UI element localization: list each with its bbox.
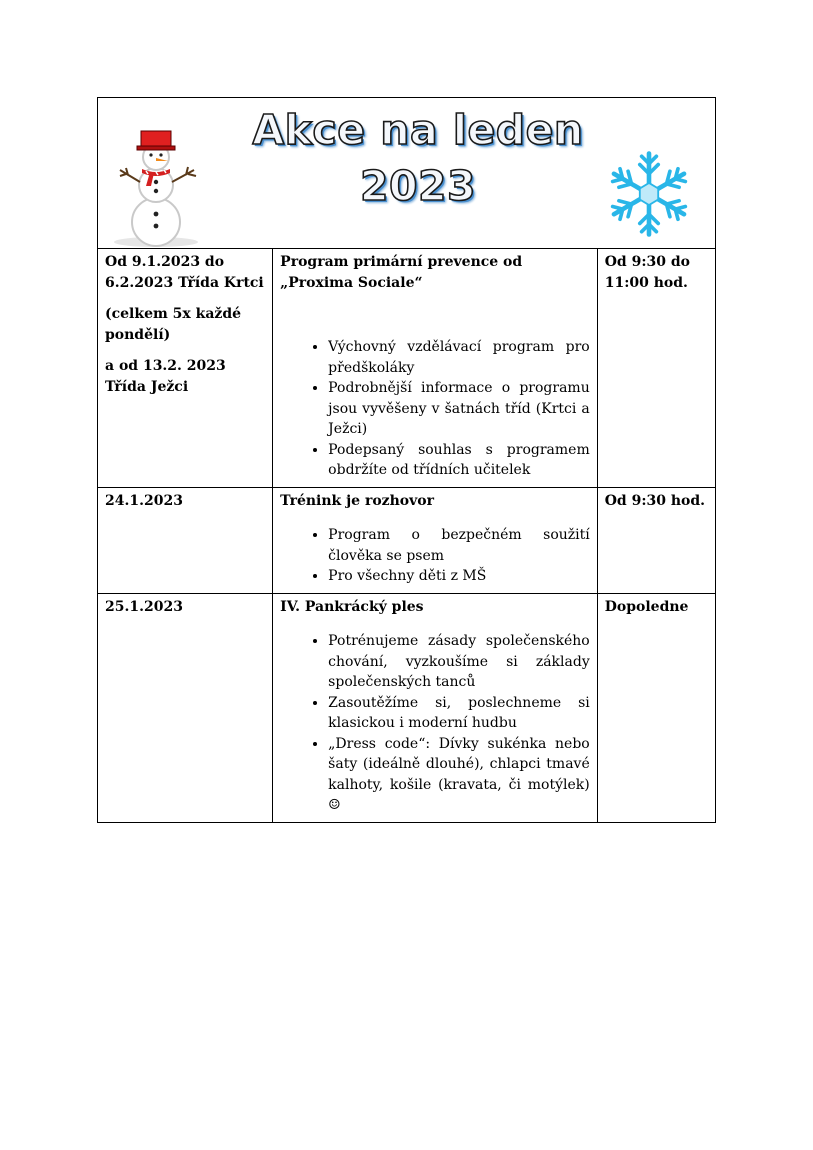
date-line: 25.1.2023 (105, 598, 183, 615)
date-line: (celkem 5x každé pondělí) (105, 306, 242, 343)
event-time: Od 9:30 do 11:00 hod. (597, 249, 715, 488)
date-line: Od 9.1.2023 do 6.2.2023 Třída Krtci (105, 254, 264, 291)
event-time: Od 9:30 hod. (597, 487, 715, 593)
event-row (98, 487, 716, 593)
event-date-cell (98, 593, 273, 822)
list-item: • Potrénujeme zásady společenského chování, vyzkoušíme si základy společenských tanců (328, 631, 590, 693)
list-item: • Pro všechny děti z MŠ (328, 566, 590, 587)
event-items (280, 631, 590, 816)
snowflake-icon (603, 146, 695, 242)
list-item: • Zasoutěžíme si, poslechneme si klasickou i moderní hudbu (328, 693, 590, 734)
event-row (98, 593, 716, 822)
date-line: a od 13.2. 2023 Třída Ježci (105, 358, 226, 395)
event-title: Trénink je rozhovor (280, 492, 434, 509)
event-title: IV. Pankrácký ples (280, 598, 424, 615)
event-date-cell (98, 487, 273, 593)
event-detail-cell (273, 593, 598, 822)
event-row (98, 249, 716, 488)
event-time: Dopoledne (597, 593, 715, 822)
event-items (280, 525, 590, 587)
event-detail-cell (273, 487, 598, 593)
header-row (98, 98, 716, 249)
document (97, 97, 716, 823)
snowman-icon (106, 130, 210, 248)
list-item: • Podepsaný souhlas s programem obdržíte od třídních učitelek (328, 440, 590, 481)
events-table (97, 97, 716, 823)
list-item: • Program o bezpečném soužití člověka se psem (328, 525, 590, 566)
event-items (280, 337, 590, 481)
list-item: • „Dress code“: Dívky sukénka nebo šaty (ideálně dlouhé), chlapci tmavé kalhoty, košile (kravata, či motýlek) ☺ (328, 734, 590, 816)
date-line: 24.1.2023 (105, 492, 183, 509)
list-item: • Výchovný vzdělávací program pro předškoláky (328, 337, 590, 378)
event-detail-cell (273, 249, 598, 488)
event-title: Program primární prevence od „Proxima Sociale“ (280, 254, 523, 291)
list-item: • Podrobnější informace o programu jsou vyvěšeny v šatnách tříd (Krtci a Ježci) (328, 378, 590, 440)
page-title: Akce na leden 2023 (252, 106, 584, 210)
event-date-cell (98, 249, 273, 488)
header-cell (98, 98, 716, 249)
